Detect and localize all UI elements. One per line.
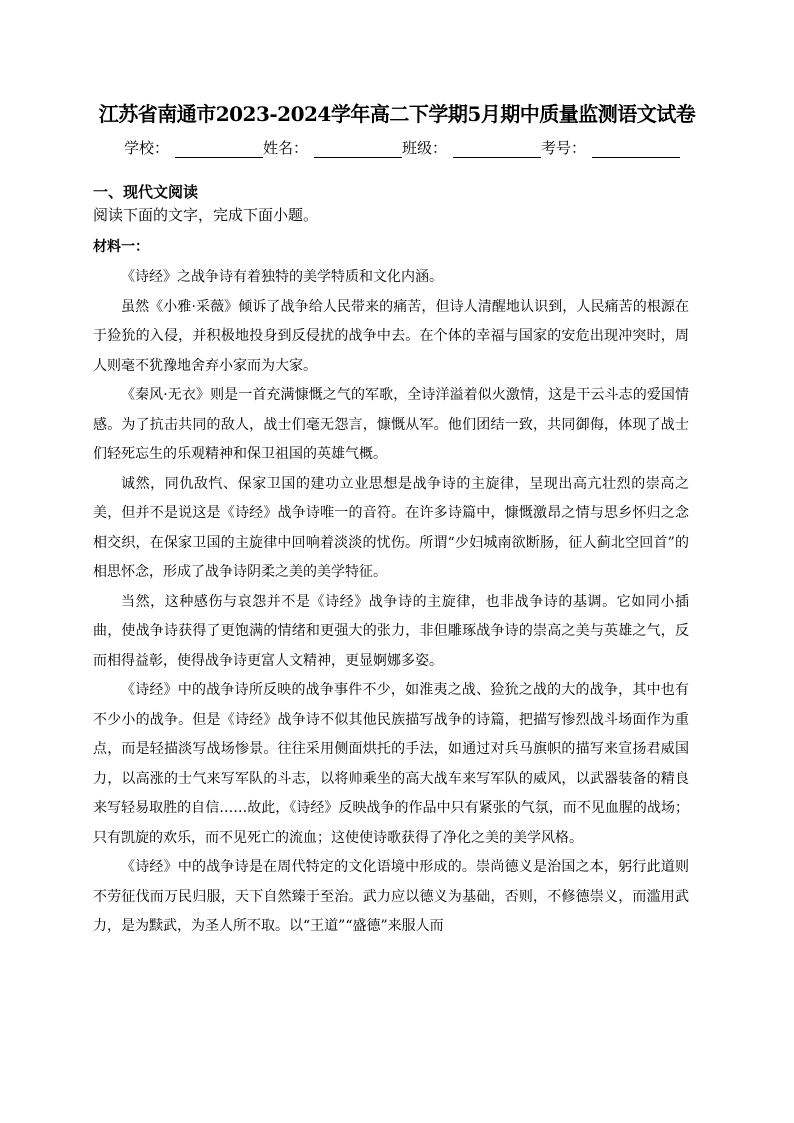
passage-paragraph: 虽然《小雅·采薇》倾诉了战争给人民带来的痛苦，但诗人清醒地认识到，人民痛苦的根源在于猃狁的入侵，并积极地投身到反侵扰的战争中去。在个体的幸福与国家的安危出现冲突时，周人则毫不犹豫地舍弃小家而为大家。: [93, 298, 689, 374]
section-instruction: 阅读下面的文字，完成下面小题。: [93, 206, 319, 224]
exam-number-blank[interactable]: [592, 141, 680, 158]
class-label: 班级：: [402, 139, 448, 157]
exam-number-field: [541, 138, 680, 158]
class-field: [402, 138, 541, 158]
material-label: 材料一：: [93, 239, 149, 255]
exam-number-label: 考号：: [541, 139, 587, 157]
passage-paragraph: 《诗经》中的战争诗所反映的战争事件不少，如淮夷之战、猃狁之战的大的战争，其中也有不少小的战争。但是《诗经》战争诗不似其他民族描写战争的诗篇，把描写惨烈战斗场面作为重点，而是轻描淡写战场惨景。往往采用侧面烘托的手法，如通过对兵马旗帜的描写来宣扬君威国力，以高涨的士气来写军队的斗志，以将帅乘坐的高大战车来写军队的威风，以武器装备的精良来写轻易取胜的自信……故此，《诗经》反映战争的作品中只有紧张的气氛，而不见血腥的战场；只有凯旋的欢乐，而不见死亡的流血；这使使诗歌获得了净化之美的美学风格。: [93, 682, 689, 846]
school-label: 学校：: [124, 139, 170, 157]
passage-paragraph: 《秦风·无衣》则是一首充满慷慨之气的军歌，全诗洋溢着似火激情，这是干云斗志的爱国情感。为了抗击共同的敌人，战士们毫无怨言，慷慨从军。他们团结一致，共同御侮，体现了战士们轻死忘生的乐观精神和保卫祖国的英雄气概。: [93, 387, 689, 462]
class-blank[interactable]: [453, 141, 541, 158]
reading-passage: [93, 263, 689, 942]
passage-paragraph: 《诗经》中的战争诗是在周代特定的文化语境中形成的。崇尚德义是治国之本，躬行此道则不劳征伐而万民归服，天下自然臻于至治。武力应以德义为基础，否则，不修德崇义，而滥用武力，是为黩武，为圣人所不取。以“王道”“盛德”来服人而: [93, 859, 689, 934]
section-heading: 一、现代文阅读: [93, 183, 199, 201]
exam-title: 江苏省南通市2023-2024学年高二下学期5月期中质量监测语文试卷: [98, 102, 696, 126]
passage-paragraph: 诚然，同仇敌忾、保家卫国的建功立业思想是战争诗的主旋律，呈现出高亢壮烈的崇高之美，但并不是说这是《诗经》战争诗唯一的音符。在许多诗篇中，慷慨激昂之情与思乡怀归之念相交织，在保家卫国的主旋律中回响着淡淡的忧伤。所谓“少妇城南欲断肠，征人蓟北空回首”的相思怀念，形成了战争诗阴柔之美的美学特征。: [93, 475, 689, 580]
name-field: [263, 138, 402, 158]
school-field: [124, 138, 263, 158]
school-blank[interactable]: [175, 141, 263, 158]
name-blank[interactable]: [314, 141, 402, 158]
student-info-row: [124, 134, 680, 158]
passage-paragraph: 当然，这种感伤与哀怨并不是《诗经》战争诗的主旋律，也非战争诗的基调。它如同小插曲，使战争诗获得了更饱满的情绪和更强大的张力，非但雕琢战争诗的崇高之美与英雄之气，反而相得益彰，使得战争诗更富人文精神，更显婀娜多姿。: [93, 593, 689, 669]
passage-paragraph: 《诗经》之战争诗有着独特的美学特质和文化内涵。: [121, 269, 443, 285]
name-label: 姓名：: [263, 139, 309, 157]
